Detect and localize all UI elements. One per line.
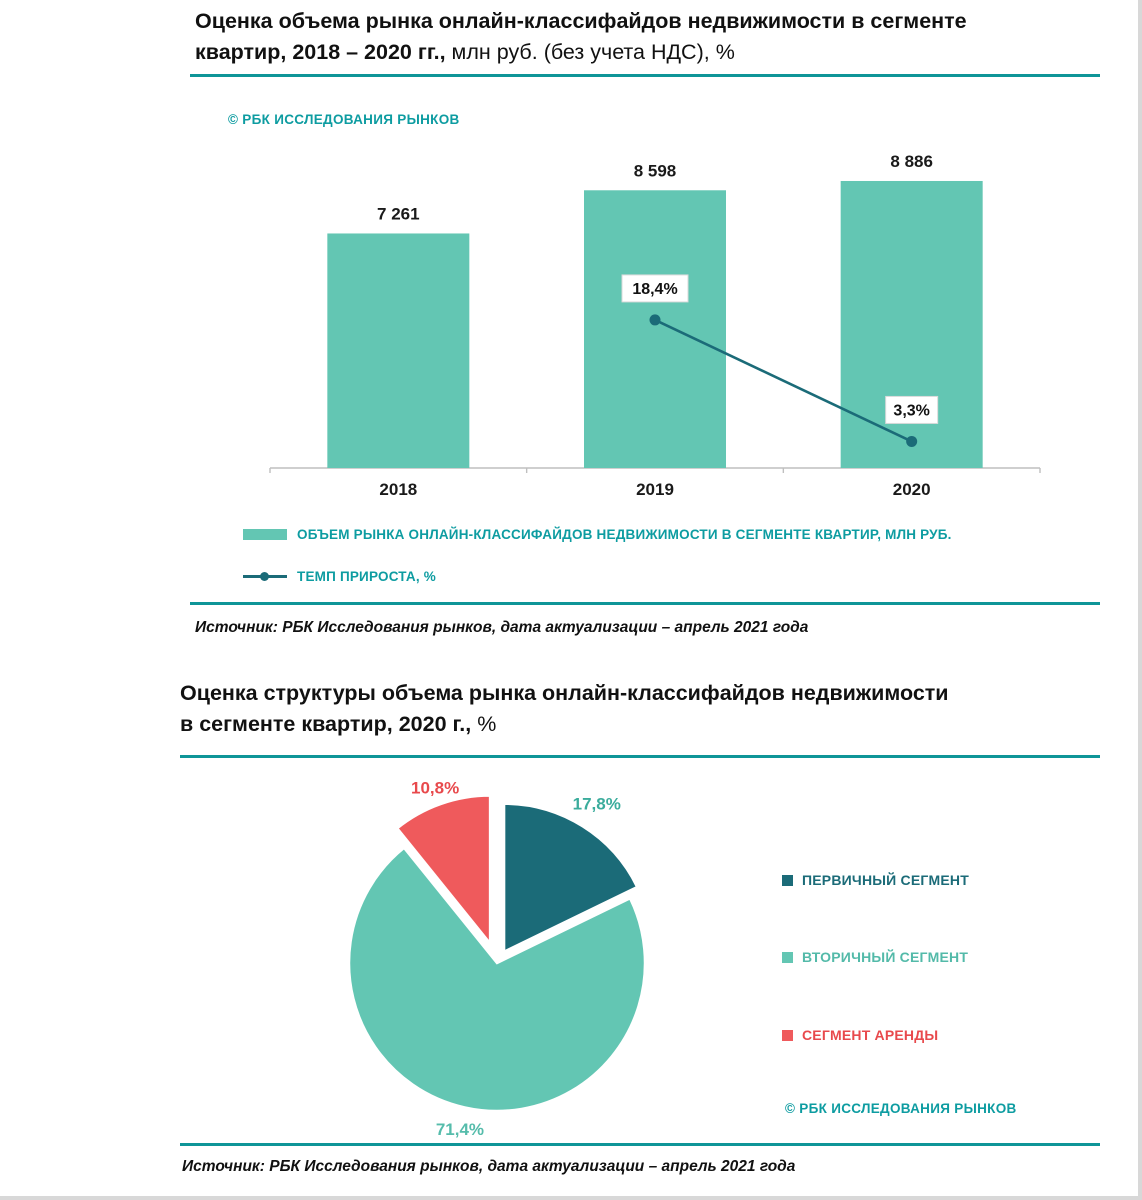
pie-legend-label: ВТОРИЧНЫЙ СЕГМЕНТ <box>802 949 969 965</box>
pie-legend-label: ПЕРВИЧНЫЙ СЕГМЕНТ <box>802 872 969 888</box>
pie-chart-title-line2-bold: в сегменте квартир, 2020 г., <box>180 712 472 736</box>
pie-chart-watermark: © РБК ИССЛЕДОВАНИЯ РЫНКОВ <box>785 1101 1017 1116</box>
divider-rule-top <box>190 74 1100 77</box>
bar-2019 <box>584 190 726 468</box>
page-border-right <box>1138 0 1142 1200</box>
pie-chart-title-line1: Оценка структуры объема рынка онлайн-классифайдов недвижимости <box>180 681 949 705</box>
svg-text:3,3%: 3,3% <box>893 402 930 420</box>
legend-swatch-secondary-icon <box>782 952 793 963</box>
bar-value-label: 7 261 <box>377 204 420 224</box>
bar-chart-title-line2-regular: млн руб. (без учета НДС), % <box>445 40 735 64</box>
pie-chart-title-line2-regular: % <box>471 712 497 736</box>
bar-chart-title <box>195 6 1125 68</box>
growth-rate-data-label <box>886 396 938 423</box>
bar-2020 <box>841 181 983 468</box>
legend-swatch-primary-icon <box>782 875 793 886</box>
pie-chart-area <box>185 765 1105 1140</box>
divider-rule-mid1 <box>190 602 1100 605</box>
page-border-bottom <box>0 1196 1142 1200</box>
bar-2018 <box>327 233 469 468</box>
pie-chart-source: Источник: РБК Исследования рынков, дата актуализации – апрель 2021 года <box>182 1158 796 1175</box>
category-label: 2019 <box>636 480 674 499</box>
pie-chart-title <box>180 678 1110 740</box>
divider-rule-mid2 <box>180 755 1100 758</box>
bar-chart-watermark: © РБК ИССЛЕДОВАНИЯ РЫНКОВ <box>228 112 460 127</box>
category-label: 2018 <box>379 480 418 499</box>
legend-row-line-series <box>243 569 436 584</box>
category-label: 2020 <box>892 480 931 499</box>
bar-series-legend-label: ОБЪЕМ РЫНКА ОНЛАЙН-КЛАССИФАЙДОВ НЕДВИЖИМОСТИ В СЕГМЕНТЕ КВАРТИР, МЛН РУБ. <box>297 527 952 542</box>
legend-row-bar-series <box>243 527 952 542</box>
divider-rule-bottom <box>180 1143 1100 1146</box>
line-series-swatch-icon <box>243 571 287 582</box>
bar-chart-title-line1: Оценка объема рынка онлайн-классифайдов недвижимости в сегменте <box>195 9 967 33</box>
bar-chart-title-line2-bold: квартир, 2018 – 2020 гг., <box>195 40 446 64</box>
pie-legend-row <box>782 949 968 965</box>
legend-swatch-rent-icon <box>782 1030 793 1041</box>
bar-value-label: 8 598 <box>633 161 677 181</box>
svg-text:18,4%: 18,4% <box>632 280 678 298</box>
pie-value-label: 10,8% <box>410 778 460 798</box>
line-series-legend-label: ТЕМП ПРИРОСТА, % <box>297 569 436 584</box>
pie-legend-label: СЕГМЕНТ АРЕНДЫ <box>802 1027 939 1043</box>
bar-series-swatch-icon <box>243 529 287 540</box>
pie-legend-row <box>782 872 969 888</box>
growth-rate-marker <box>650 314 661 325</box>
growth-rate-marker <box>906 436 917 447</box>
bar-value-label: 8 886 <box>890 151 933 171</box>
pie-legend-row <box>782 1027 938 1043</box>
growth-rate-data-label <box>622 275 688 302</box>
pie-value-label: 17,8% <box>572 794 621 814</box>
bar-chart-svg <box>185 130 1105 554</box>
pie-value-label: 71,4% <box>435 1119 485 1139</box>
bar-chart-source: Источник: РБК Исследования рынков, дата актуализации – апрель 2021 года <box>195 619 809 636</box>
